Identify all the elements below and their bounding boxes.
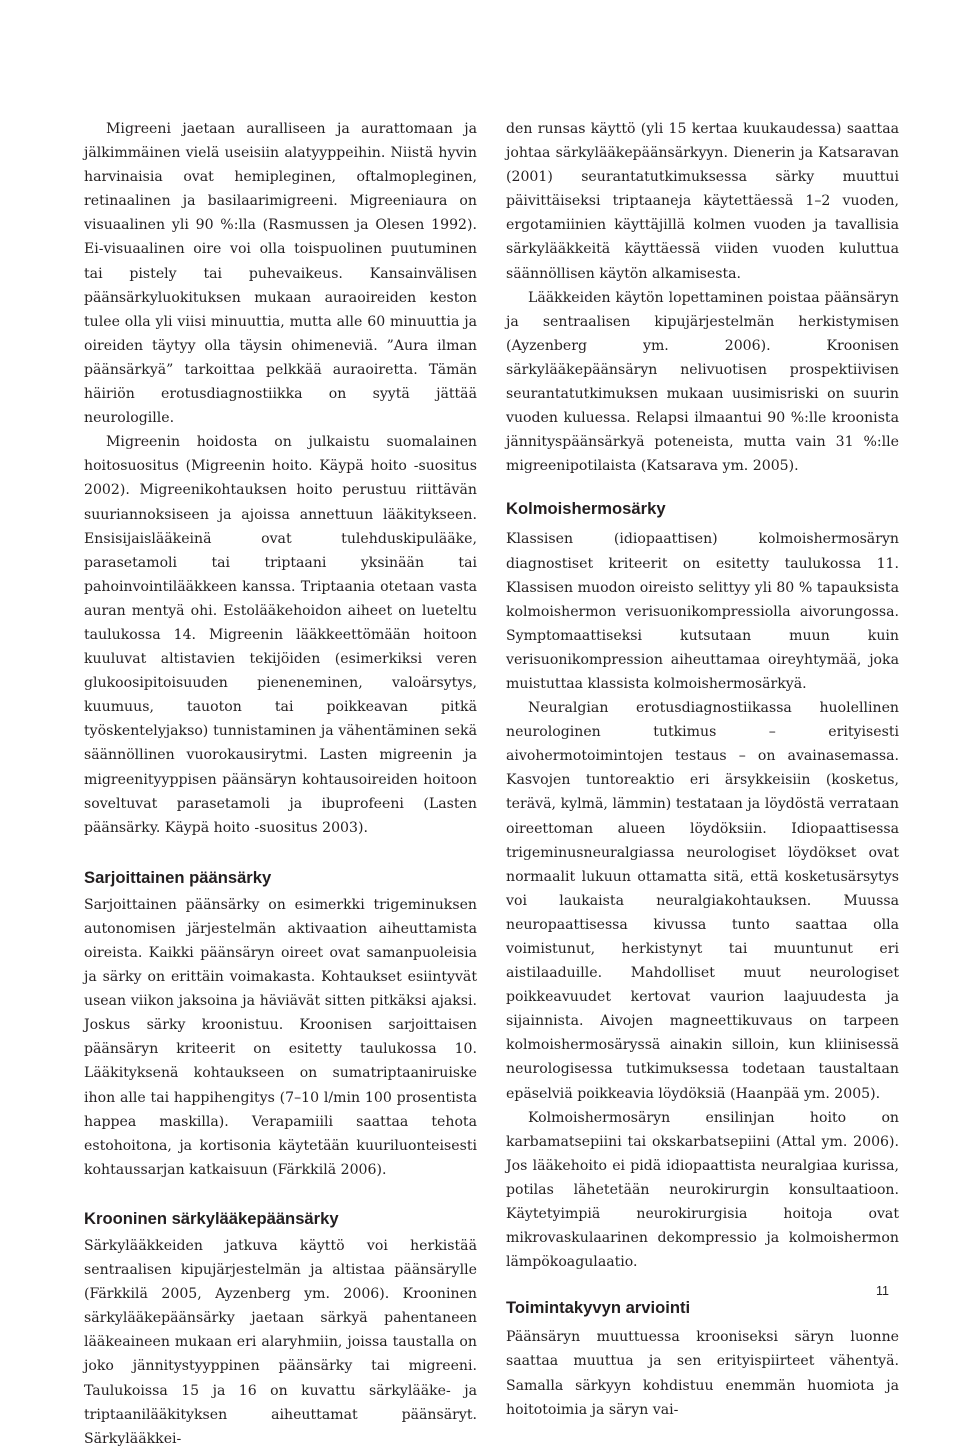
paragraph-trigeminal-treatment: Kolmoishermosäryn ensilinjan hoito on karbamatsepiini tai okskarbatsepiini (Attal ym. 2006). Jos lääkehoito ei pidä idiopaattista neuralgiaa kurissa, potilas lähetetään neurokirurgin konsultaatioon. Käytetyimpiä neurokirurgisia hoitoja ovat mikrovaskulaarinen dekompressio ja kolmoishermon lämpökoagulaatio.	[506, 1109, 899, 1271]
paragraph-cluster-headache: Sarjoittainen päänsärky on esimerkki trigeminuksen autonomisen järjestelmän aktivaation aiheuttamista oireista. Kaikki päänsäryn oireet ovat samanpuoleisia ja särky on erittäin voimakasta. Kohtaukset esiintyvät usean viikon jaksoina ja häviävät sitten pitkäksi ajaksi. Joskus särky kroonistuu. Kroonisen sarjoittaisen päänsäryn kriteerit on esitetty taulukossa 10. Lääkityksenä kohtaukseen on sumatriptaaniruiske ihon alle tai happihengitys (7–10 l/min 100 prosentista happea maskilla). Verapamiili saattaa tehota estohoitona, ja kortisonia käytetään kuuriluonteisesti kohtaussarjan katkaisuun (Färkkilä 2006).	[84, 896, 477, 1178]
paragraph-migraine-types: Migreeni jaetaan auralliseen ja aurattomaan ja jälkimmäinen vielä useisiin alatyyppeihin. Niistä hyvin harvinaisia ovat hemipleginen, oftalmopleginen, retinaalinen ja basilaarimigreeni. Migreeniaura on visuaalinen yli 90 %:lla (Rasmussen ja Olesen 1992). Ei-visuaalinen oire voi olla toispuolinen puutuminen tai pistely tai puhevaikeus. Kansainvälisen päänsärkyluokituksen mukaan auraoireiden keston tulee olla yli viisi minuuttia, mutta alle 60 minuuttia ja oireiden täytyy olla täysin ohimeneviä. ”Aura ilman päänsärkyä” tarkoittaa pelkkää auraoiretta. Tämän häiriön erotusdiagnostiikka on syytä jättää neurologille.	[84, 121, 477, 427]
paragraph-continuation: den runsas käyttö (yli 15 kertaa kuukaudessa) saattaa johtaa särkylääkepäänsärkyyn. Dienerin ja Katsaravan (2001) seurantatutkimuksessa särky muuttui päivittäiseksi triptaaneja käytettäessä 1–2 vuoden, ergotamiinien käyttäjillä kolmen vuoden ja tavallisia särkylääkkeitä käyttäessä viiden vuoden kuluttua säännöllisen käytön alkamisesta.	[506, 121, 899, 282]
left-column	[84, 117, 477, 1451]
heading-functional-assessment: Toimintakyvyn arviointi	[506, 1298, 691, 1318]
paragraph-medication-withdrawal: Lääkkeiden käytön lopettaminen poistaa päänsäryn ja sentraalisen kipujärjestelmän herkistymisen (Ayzenberg ym. 2006). Kroonisen särkylääkepäänsäryn nelivuotisen prospektiivisen seurantatutkimuksen mukaan uusimisriski on suurin vuoden kuluessa. Relapsi ilmaantui 90 %:lle kroonista jännityspäänsärkyä poteneista, mutta vain 31 %:lle migreenipotilaista (Katsarava ym. 2005).	[506, 289, 899, 475]
paragraph-trigeminal-diagnostics: Neuralgian erotusdiagnostiikassa huolellinen neurologinen tutkimus – erityisesti aivohermotoimintojen testaus – on avainasemassa. Kasvojen tuntoreaktio eri ärsykkeisiin (kosketus, terävä, kylmä, lämmin) testataan ja löydöstä verrataan oireettoman alueen löydöksiin. Idiopaattisessa trigeminusneuralgiassa neurologiset löydökset ovat normaalit lukuun ottamatta sitä, että kosketusärsytys voi laukaista neuralgiakohtauksen. Muussa neuropaattisessa kivussa tunto saattaa olla voimistunut, herkistynyt tai muuntunut eri aistilaaduille. Mahdolliset muut neurologiset poikkeavuudet kertovat vaurion laajuudesta ja sijainnista. Aivojen magneettikuvaus on tarpeen kolmoishermosäryssä ainakin silloin, kun kliinisessä neurologisessa tutkimuksessa todetaan taustaltaan epäselviä poikkeavia löydöksiä (Haanpää ym. 2005).	[506, 700, 899, 1102]
paragraph-trigeminal-criteria: Klassisen (idiopaattisen) kolmoishermosäryn diagnostiset kriteerit on esitetty taulukossa 11. Klassisen muodon oireisto selittyy yli 80 % tapauksista kolmoishermon verisuonikompressiolla aivorungossa. Symptomaattiseksi kutsutaan muun kuin verisuonikompression aiheuttamaa oireyhtymää, joka muistuttaa klassista kolmoishermosärkyä.	[506, 531, 899, 692]
right-column	[506, 117, 899, 1422]
heading-medication-overuse-headache: Krooninen särkylääkepäänsärky	[84, 1208, 339, 1228]
page-number: 11	[876, 1284, 889, 1298]
heading-cluster-headache: Sarjoittainen päänsärky	[84, 867, 272, 887]
heading-trigeminal-neuralgia: Kolmoishermosärky	[506, 499, 666, 519]
paragraph-functional-assessment: Päänsäryn muuttuessa krooniseksi säryn luonne saattaa muuttua ja sen erityispiirteet vähentyä. Samalla särkyyn kohdistuu enemmän huomiota ja hoitotoimia ja säryn vai-	[506, 1329, 899, 1418]
paragraph-medication-overuse-headache: Särkylääkkeiden jatkuva käyttö voi herkistää sentraalisen kipujärjestelmän ja altistaa päänsärylle (Färkkilä 2005, Ayzenberg ym. 2006). Krooninen särkylääkepäänsärky jaetaan särkyä pahentaneen lääkeaineen mukaan eri alaryhmiin, joissa taustalla on joko jännitystyyppinen päänsärky tai migreeni. Taulukoissa 15 ja 16 on kuvattu särkylääke- ja triptaanilääkityksen aiheuttamat päänsäryt. Särkylääkkei-	[84, 1237, 477, 1447]
paragraph-migraine-treatment: Migreenin hoidosta on julkaistu suomalainen hoitosuositus (Migreenin hoito. Käypä hoito -suositus 2002). Migreenikohtauksen hoito perustuu riittävän suuriannoksiseen ja ajoissa annettuun lääkitykseen. Ensisijaislääkeinä ovat tulehduskipulääke, parasetamoli tai triptaani yksinään tai pahoinvointilääkkeen kanssa. Triptaania otetaan vasta auran mentyä ohi. Estolääkehoidon aiheet on lueteltu taulukossa 14. Migreenin lääkkeettömään hoitoon kuuluvat altistavien tekijöiden (esimerkiksi veren glukoosipitoisuuden pieneneminen, valoärsytys, kuumuus, tauoton tai poikkeavan pitkä työskentelyjakso) tunnistaminen ja vähentäminen sekä säännöllinen vuorokausirytmi. Lasten migreenin ja migreenityyppisen päänsäryn kohtausoireiden hoitoon soveltuvat parasetamoli ja ibuprofeeni (Lasten päänsärky. Käypä hoito -suositus 2003).	[84, 434, 477, 836]
